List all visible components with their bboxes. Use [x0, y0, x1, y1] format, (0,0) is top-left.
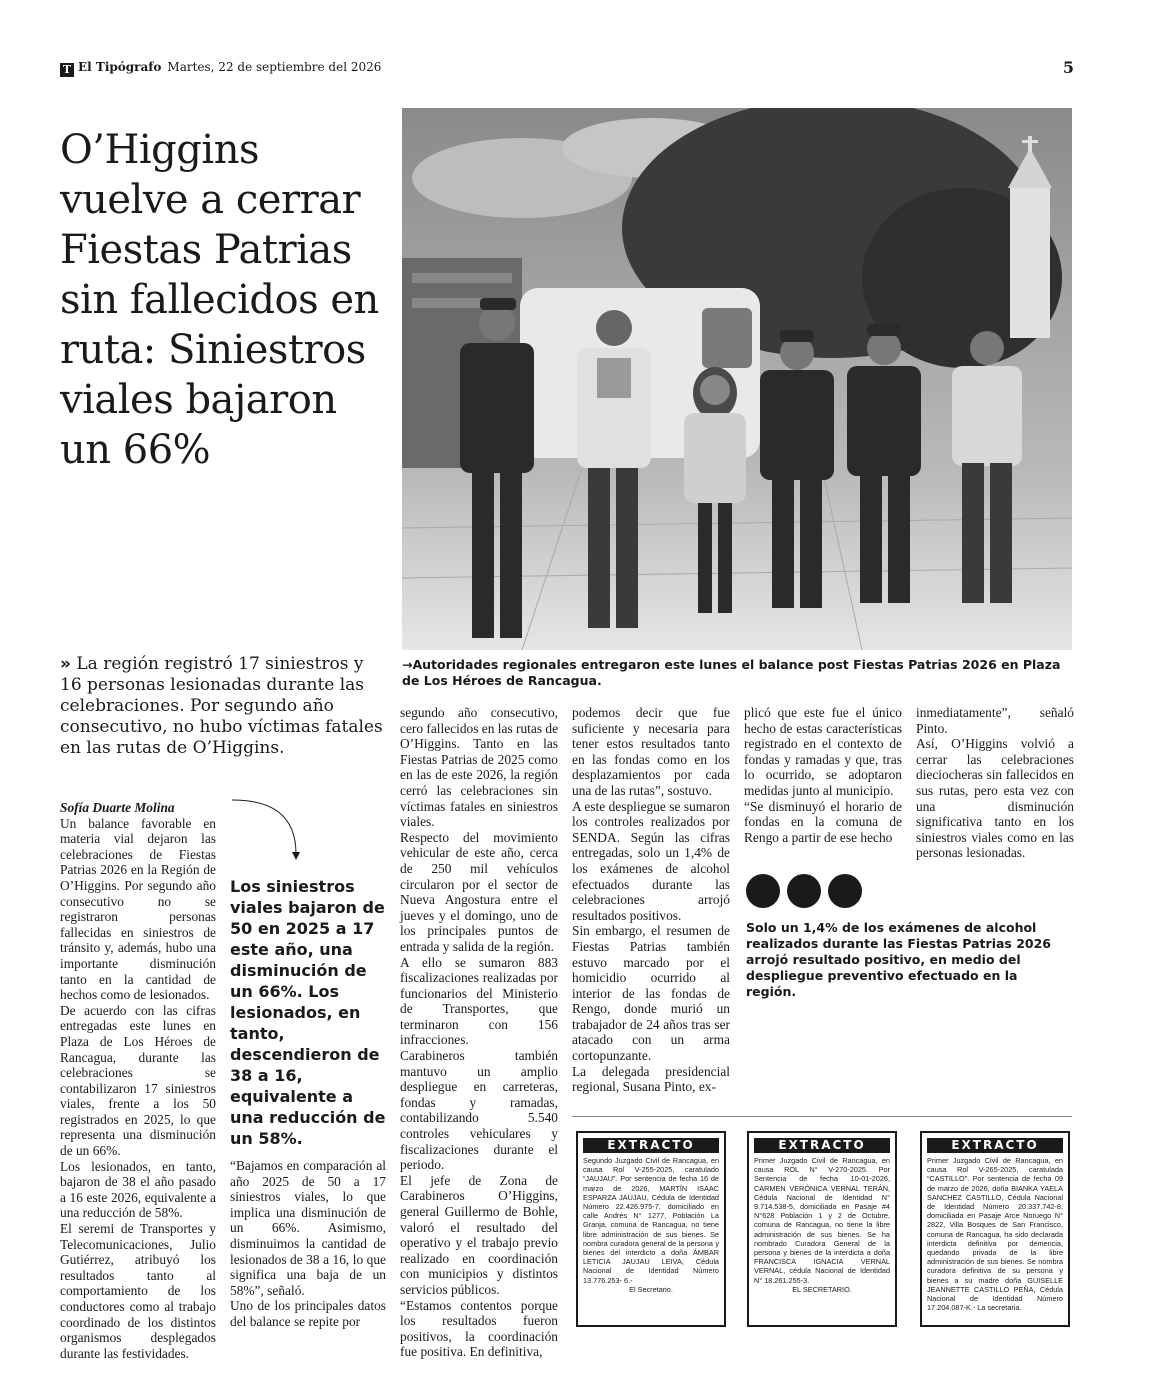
section-divider	[572, 1116, 1072, 1117]
newspaper-name: El Tipógrafo	[78, 60, 162, 74]
article-column-1	[60, 800, 216, 1361]
paragraph: Un balance favorable en materia vial dejaron las celebraciones de Fiestas Patrias 2026 en la Región de O’Higgins. Por segundo año consecutivo no se registraron personas fallecidas en siniestros de tránsito y, además, hubo una importante disminución tanto en la cantidad de hechos como de lesionados.	[60, 815, 216, 1003]
paragraph: Sin embargo, el resumen de Fiestas Patrias también estuvo marcado por el homicidio ocurrido al interior de las fondas de Rengo, donde murió un trabajador de 24 años tras ser atacado con un arma cortopunzante.	[572, 923, 730, 1064]
legal-notice-title: EXTRACTO	[927, 1138, 1063, 1153]
paragraph: Así, O’Higgins volvió a cerrar las celebraciones dieciocheras sin fallecidos en sus rutas, pero esta vez con una disminución significativa tanto en los siniestros viales como en las personas lesionadas.	[916, 736, 1074, 861]
article-column-5	[744, 705, 902, 845]
curved-arrow-icon	[228, 796, 308, 866]
paragraph: Los lesionados, en tanto, bajaron de 38 el año pasado a 16 este 2026, equivalente a una reducción de 58%.	[60, 1158, 216, 1221]
article-photo	[402, 108, 1072, 650]
photo-caption: →Autoridades regionales entregaron este lunes el balance post Fiestas Patrias 2026 en Plaza de Los Héroes de Rancagua.	[402, 657, 1061, 688]
paragraph: El jefe de Zona de Carabineros O’Higgins, general Guillermo de Bohle, valoró el resultado del operativo y el trabajo previo realizado en coordinación con municipios y distintos servicios públicos.	[400, 1172, 558, 1297]
paragraph: “Estamos contentos porque los resultados fueron positivos, la coordinación fue positiva. En definitiva,	[400, 1297, 558, 1360]
author-byline: Sofía Duarte Molina	[60, 800, 175, 815]
article-lede	[60, 654, 390, 759]
photo-group-of-authorities	[402, 108, 1072, 650]
legal-notice-body: Segundo Juzgado Civil de Rancagua, en causa Rol V-255-2025, caratulado “JAUJAU”. Por sentencia de fecha 16 de marzo de 2026, MARTÍN ISAAC ESPARZA JAUJAU, Cédula de Identidad Número 22.426.975-7, domiciliado en calle Andrés N° 1277, Población La Granja, comuna de Rancagua, no tiene libre administración de sus bienes. Se nombra curadora general de la persona y bienes del interdicto a doña ÁMBAR LETICIA JAUJAU LEIVA, Cédula Nacional de Identidad Número 13.776.253- 6.-	[583, 1156, 719, 1285]
article-headline: O’Higgins vuelve a cerrar Fiestas Patrias sin fallecidos en ruta: Siniestros viales bajaron un 66%	[60, 127, 379, 473]
three-dots-icon	[746, 874, 869, 912]
paragraph: podemos decir que fue suficiente y necesaria para tener estos resultados tanto en las fondas como en los desplazamientos por cada una de las rutas”, sostuvo.	[572, 705, 730, 798]
issue-date: Martes, 22 de septiembre del 2026	[167, 60, 382, 74]
article-column-6	[916, 705, 1074, 861]
legal-notice-box	[747, 1131, 897, 1327]
page-number: 5	[1062, 58, 1074, 77]
dot-icon	[787, 874, 821, 908]
dot-icon	[746, 874, 780, 908]
legal-notice-title: EXTRACTO	[583, 1138, 719, 1153]
newspaper-logo-icon: T	[60, 63, 74, 77]
legal-notice-box	[576, 1131, 726, 1327]
pull-quote: Los siniestros viales bajaron de 50 en 2025 a 17 este año, una disminución de un 66%. Los lesionados, en tanto, descendieron de 38 a 16, equivalente a una reducción de un 58%.	[230, 877, 386, 1148]
legal-notice-body: Primer Juzgado Civil de Rancagua, en causa ROL N° V-270-2025. Por Sentencia de fecha 10-01-2026, CARMEN VERÓNICA VERNAL TERÁN, Cédula Nacional de Identidad N° 9.714.538-5, domiciliada en Pasaje #4 N°628 Población 1 y 2 de Octubre, comuna de Rancagua, no tiene la libre administración de sus bienes. Se ha nombrado Curadora General de la persona y bienes de la interdicta a doña FRANCISCA IGNACIA VERNAL VERNAL, cédula Nacional de Identidad N° 18.261.255-3.	[754, 1156, 890, 1285]
dot-icon	[828, 874, 862, 908]
paragraph: plicó que este fue el único hecho de estas características registrado en el contexto de fondas y ramadas y que, tras lo ocurrido, se adoptaron medidas junto al municipio.	[744, 705, 902, 798]
paragraph: inmediatamente”, señaló Pinto.	[916, 705, 1074, 736]
paragraph: Respecto del movimiento vehicular de este año, cerca de 250 mil vehículos circularon por el sector de Nueva Angostura entre el jueves y el domingo, uno de los principales puntos de entrada y salida de la región.	[400, 829, 558, 954]
paragraph: De acuerdo con las cifras entregadas este lunes en Plaza de Los Héroes de Rancagua, durante las celebraciones se contabilizaron 17 siniestros viales, frente a los 50 registrados en 2025, lo que representa una disminución de un 66%.	[60, 1002, 216, 1159]
paragraph: El seremi de Transportes y Telecomunicaciones, Julio Gutiérrez, atribuyó los resultados tanto al comportamiento de los conductores como al trabajo coordinado de los distintos organismos desplegados durante las festividades.	[60, 1221, 216, 1361]
article-column-3	[400, 705, 558, 1360]
legal-notice-signature: El Secretario.	[629, 1284, 673, 1294]
legal-notice-body: Primer Juzgado Civil de Rancagua, en causa Rol V-265-2025, caratulada “CASTILLO”. Por sentencia de fecha 09 de marzo de 2026, doña BIANKA YAELA SANCHEZ CASTILLO, Cédula Nacional de Identidad Número 20.337.742-8, domiciliada en Pasaje Arce Noruego N° 2822, Villa Bosques de San Francisco, comuna de Rancagua, ha sido declarada interdicta definitiva por demencia, quedando privada de la libre administración de sus bienes. Se nombra curadora definitiva de su persona y bienes a su madre doña GUISELLE JEANNETTE CASTILLO PEÑA, Cédula Nacional de Identidad Número 17.204.087-K.- La secretaria.	[927, 1156, 1063, 1313]
highlight-note: Solo un 1,4% de los exámenes de alcohol realizados durante las Fiestas Patrias 2026 arrojó resultado positivo, en medio del despliegue preventivo efectuado en la región.	[746, 920, 1051, 999]
paragraph: segundo año consecutivo, cero fallecidos en las rutas de O’Higgins. Tanto en las Fiestas Patrias de 2025 como en las de este 2026, la región cerró las celebraciones sin víctimas fatales en siniestros viales.	[400, 705, 559, 830]
paragraph: “Bajamos en comparación al año 2025 de 50 a 17 siniestros viales, lo que implica una disminución de un 66%. Asimismo, disminuimos la cantidad de lesionados de 38 a 16, lo que significa una baja de un 58%”, señaló.	[230, 1158, 386, 1298]
lede-text: La región registró 17 siniestros y 16 personas lesionadas durante las celebraciones. Por segundo año consecutivo, no hubo víctimas fatales en las rutas de O’Higgins.	[60, 654, 383, 758]
lede-marker: »	[60, 654, 71, 674]
paragraph: “Se disminuyó el horario de fondas en la comuna de Rengo a partir de ese hecho	[744, 798, 902, 845]
legal-notice-box	[920, 1131, 1070, 1327]
paragraph: Carabineros también mantuvo un amplio despliegue en carreteras, fondas y ramadas, contabilizando 5.540 controles vehiculares y fiscalizaciones durante el periodo.	[400, 1048, 558, 1173]
paragraph: Uno de los principales datos del balance se repite por	[230, 1298, 386, 1329]
article-column-4	[572, 705, 730, 1095]
legal-notice-title: EXTRACTO	[754, 1138, 890, 1153]
paragraph: A este despliegue se sumaron los controles realizados por SENDA. Según las cifras entregadas, solo un 1,4% de los exámenes de alcohol efectuados durante las celebraciones arrojó resultados positivos.	[572, 798, 730, 923]
legal-notice-signature: EL SECRETARIO.	[792, 1284, 852, 1294]
article-column-2	[230, 1158, 386, 1330]
masthead	[60, 60, 381, 77]
paragraph: A ello se sumaron 883 fiscalizaciones realizadas por funcionarios del Ministerio de Transportes, que terminaron con 156 infracciones.	[400, 954, 558, 1048]
paragraph: La delegada presidencial regional, Susana Pinto, ex-	[572, 1063, 730, 1095]
